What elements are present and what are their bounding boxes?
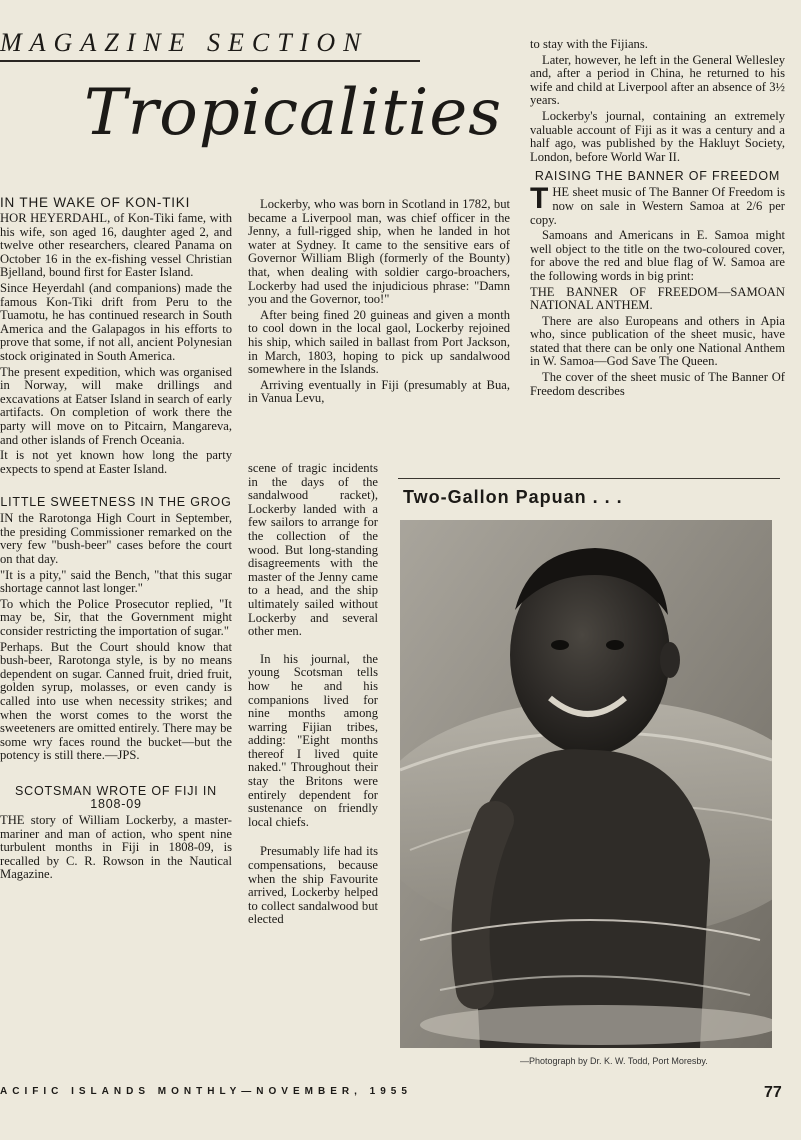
lockerby-para-2: After being fined 20 guineas and given a month to cool down in the local gaol, Lockerby rejoined his ship, which sailed in ballast from Port Jackson, in March, 1803, hoping to pick up sandalwood somewhere in the Islands. [248, 307, 510, 377]
photo-heading: Two-Gallon Papuan . . . [403, 487, 623, 507]
kon-tiki-para-4: It is not yet known how long the party expects to spend at Easter Island. [0, 448, 232, 476]
grog-para-3: To which the Police Prosecutor replied, "It may be, Sir, that the Government might consider restricting the importation of sugar." [0, 596, 232, 639]
lockerby-para-5: Presumably life had its compensations, because when the ship Favourite arrived, Lockerby helped to collect sandalwood but elected [248, 844, 378, 927]
lockerby-para-3a: Arriving eventually in Fiji (presumably at Bua, in Vanua Levu, [248, 377, 510, 406]
page-title: Tropicalities [84, 76, 503, 150]
lockerby-para-4: In his journal, the young Scotsman tells how he and his companions lived for nine months among warring Fijian tribes, adding: "Eight months thereof I lived quite naked." Throughout their stay the Britons were entirely dependent for sustenance on friendly local chiefs. [248, 651, 378, 829]
column-2 [248, 198, 510, 408]
baby-in-bucket-photo [400, 520, 772, 1048]
banner-para-4: There are also Europeans and others in Apia who, since publication of the sheet music, have stated that there can be only one National Anthem in W. Samoa—God Save The Queen. [530, 313, 785, 369]
banner-para-5: The cover of the sheet music of The Banner Of Freedom describes [530, 370, 785, 398]
banner-para-2: Samoans and Americans in E. Samoa might well object to the title on the two-coloured cover, for above the red and blue flag of W. Samoa are the following words in big print: [530, 228, 785, 283]
kon-tiki-para-1: HOR HEYERDAHL, of Kon-Tiki fame, with his wife, son aged 16, daughter aged 2, and twelve other researchers, cleared Panama on October 16 in the ex-fishing vessel Christian Bjelland, bound first for Easter Island. [0, 211, 232, 280]
grog-para-4: Perhaps. But the Court should know that bush-beer, Rarotonga style, is by no means dependent on sugar. Canned fruit, dried fruit, golden syrup, molasses, or even candy is called into use when necessity strikes; and when the worst comes to the worst the sweeteners are omitted entirely. There may be some wry faces round the bucket—but the potency is still there.—JPS. [0, 639, 232, 763]
heading-sweetness-grog: LITTLE SWEETNESS IN THE GROG [0, 495, 232, 510]
col3-para-2: Later, however, he left in the General Wellesley and, after a period in China, he returned to his wife and child at Liverpool after an absence of 3½ years. [530, 52, 785, 108]
heading-banner-freedom: RAISING THE BANNER OF FREEDOM [534, 169, 781, 184]
kon-tiki-para-2: Since Heyerdahl (and companions) made the famous Kon-Tiki drift from Peru to the Tuamotu, he has continued research in South America and the Galapagos in his efforts to prove that some, if not all, ancient Polynesian stock originated in South America. [0, 280, 232, 363]
grog-para-1: IN the Rarotonga High Court in September, the presiding Commissioner remarked on the very few "bush-beer" cases before the court on that day. [0, 511, 232, 567]
banner-para-1-text: HE sheet music of The Banner Of Freedom is now on sale in Western Samoa at 2/6 per copy. [530, 185, 785, 227]
kon-tiki-para-3: The present expedition, which was organised in Norway, will make drillings and excavations at Eatser Island in search of early artifacts. On completion of work there the party will move on to Pitcairn, Mangareva, and other islands of French Oceania. [0, 364, 232, 447]
photo-credit: —Photograph by Dr. K. W. Todd, Port Moresby. [520, 1056, 708, 1066]
column-2-narrow [248, 462, 378, 929]
heading-scotsman-fiji: SCOTSMAN WROTE OF FIJI IN 1808-09 [15, 783, 217, 811]
column-1 [0, 196, 232, 884]
footer-publication-line: ACIFIC ISLANDS MONTHLY—NOVEMBER, 1955 [0, 1086, 412, 1097]
col3-para-3: Lockerby's journal, containing an extremely valuable account of Fiji as it was a century and a half ago, was published by the Hakluyt Society, London, before World War II. [530, 108, 785, 164]
magazine-section-masthead: MAGAZINE SECTION [0, 28, 369, 57]
lockerby-para-1: Lockerby, who was born in Scotland in 1782, but became a Liverpool man, was chief officer in the Jenny, a full-rigged ship, when he landed in hot water at Sydney. It came to the sensitive ears of Governor William Bligh (formerly of the Bounty) that, when dealing with soldier cargo-broachers, Lockerby had used the injudicious phrase: "Damn you and the Governor, too!" [248, 197, 510, 307]
col3-para-1: to stay with the Fijians. [530, 37, 648, 51]
lockerby-para-3b: scene of tragic incidents in the days of the sandalwood racket), Lockerby landed with a few sailors to arrange for the collection of the wood. But long-standing disagreements with the master of the Jenny came to a head, and the ship ultimately sailed without Lockerby and several other men. [248, 461, 378, 639]
grog-para-2: "It is a pity," said the Bench, "that this sugar shortage cannot last longer." [0, 567, 232, 596]
page-number: 77 [764, 1084, 782, 1101]
photo-top-rule [398, 478, 780, 479]
heading-kon-tiki: IN THE WAKE OF KON-TIKI [0, 195, 191, 210]
banner-para-1 [530, 182, 785, 227]
masthead-rule [0, 60, 420, 62]
photo-illustration [400, 520, 772, 1048]
drop-cap-t: T [530, 182, 549, 216]
banner-para-3: THE BANNER OF FREEDOM—SAMOAN NATIONAL ANTHEM. [530, 284, 785, 313]
column-3 [530, 38, 785, 400]
scotsman-para-1: THE story of William Lockerby, a master-mariner and man of action, who spent nine turbulent months in Fiji in 1808-09, is recalled by C. R. Rowson in the Nautical Magazine. [0, 812, 232, 882]
